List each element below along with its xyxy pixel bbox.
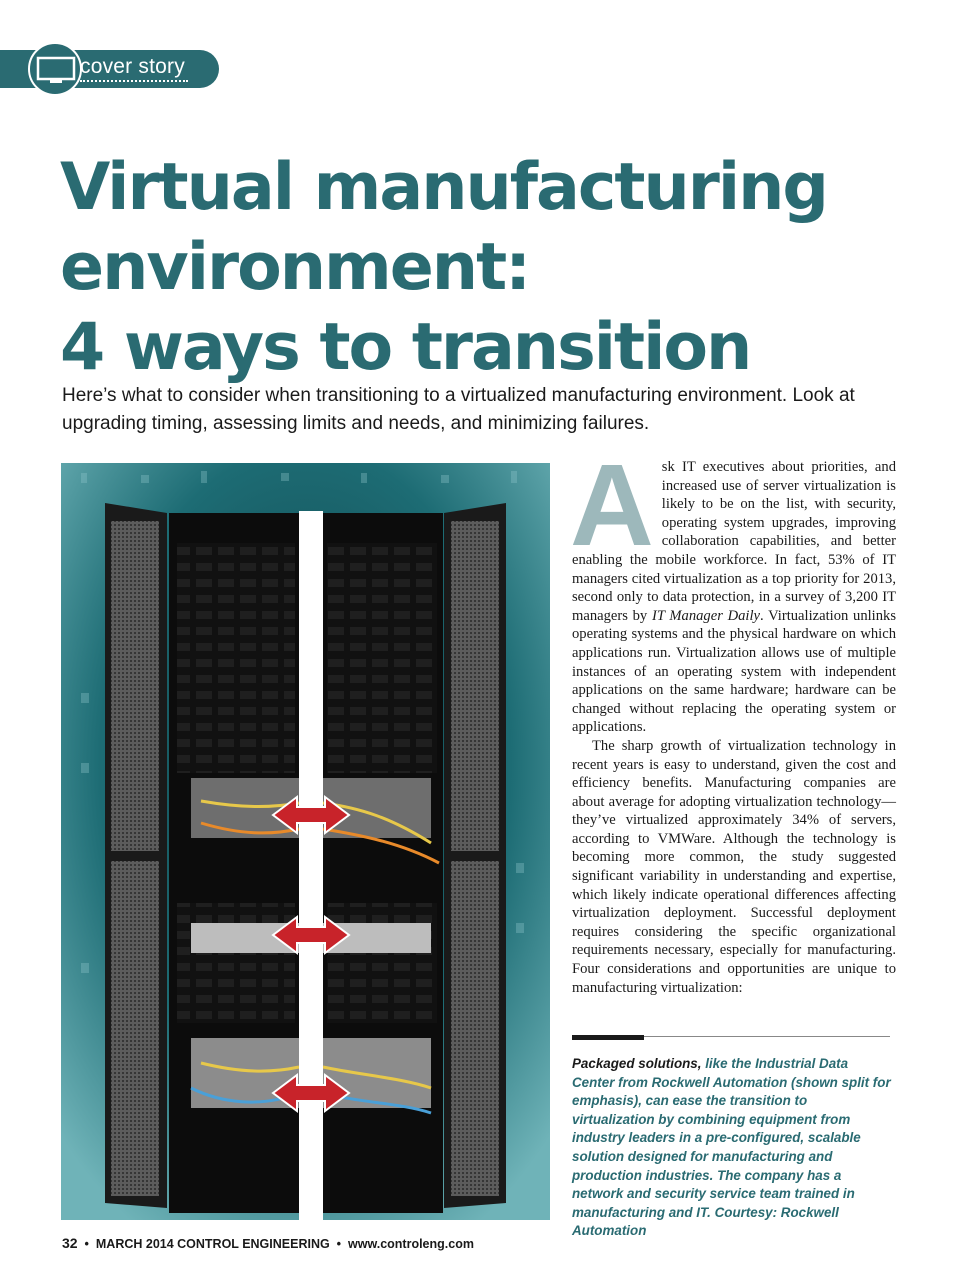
body-paragraph-1 (570, 440, 896, 737)
caption-lead: Packaged solutions, (572, 1056, 702, 1071)
article-deck: Here’s what to consider when transitioning to a virtualized manufacturing environment. Look at upgrading timing, assessing limits and needs, and minimizing failures. (62, 385, 855, 434)
source-title: IT Manager Daily (651, 607, 761, 624)
photo-caption (572, 1055, 892, 1241)
drop-cap: A (570, 440, 654, 570)
body-paragraph-1-start: sk IT executives about priorities, and increased use of server virtualization is likely to be on the list, with security, operating system upgrades, improving collaboration capabilities, and better enabling the mobile workforce. In fact, 53% of IT managers cited virtualization as a top priority for 2013, second only to data protection, in a survey of 3,200 IT managers by (572, 459, 896, 624)
article-headline (60, 148, 920, 388)
issue-label: MARCH 2014 CONTROL ENGINEERING (95, 1237, 330, 1251)
page-footer (62, 1235, 474, 1251)
caption-text: like the Industrial Data Center from Rockwell Automation (shown split for emphasis), can ease the transition to virtualization by combining equipment from industry leaders in a pre-configured, scalable solution designed for manufacturing and production industries. The company has a network and security service team trained in manufacturing and IT. Courtesy: Rockwell Automation (572, 1056, 891, 1239)
headline-line-1: Virtual manufacturing (60, 150, 827, 225)
headline-line-3: 4 ways to transition (60, 310, 751, 385)
footer-bullet-2: • (336, 1237, 342, 1251)
section-tab-underline (80, 80, 188, 82)
caption-rule-thin (644, 1036, 890, 1037)
body-paragraph-1-end: . Virtualization unlinks operating systems and the physical hardware on which applications run. Virtualization allows use of multiple instances of an operating system with independent applications on the same hardware; hardware can be changed without replacing the operating system or applications. (572, 607, 896, 736)
server-rack-photo (61, 463, 550, 1220)
page-number: 32 (62, 1235, 78, 1251)
article-body (570, 440, 896, 997)
body-paragraph-2: The sharp growth of virtualization technology in recent years is easy to understand, given the cost and efficiency benefits. Manufacturing companies are about average for adopting virtualization technology—they’ve virtualized approximately 34% of servers, according to VMWare. Although the technology is becoming more common, the study suggested significant variability in understanding and expertise, which likely indicate operational differences affecting virtualization deployment. Successful deployment requires considering the specific organizational requirements necessary, especially for manufacturing. Four considerations and opportunities are unique to manufacturing virtualization: (572, 737, 896, 996)
footer-bullet-1: • (84, 1237, 89, 1251)
section-tab-label: cover story (80, 55, 185, 78)
website-url: www.controleng.com (348, 1237, 474, 1251)
headline-line-2: environment: (60, 230, 530, 305)
caption-rule-thick (572, 1035, 644, 1040)
monitor-icon (36, 55, 76, 85)
